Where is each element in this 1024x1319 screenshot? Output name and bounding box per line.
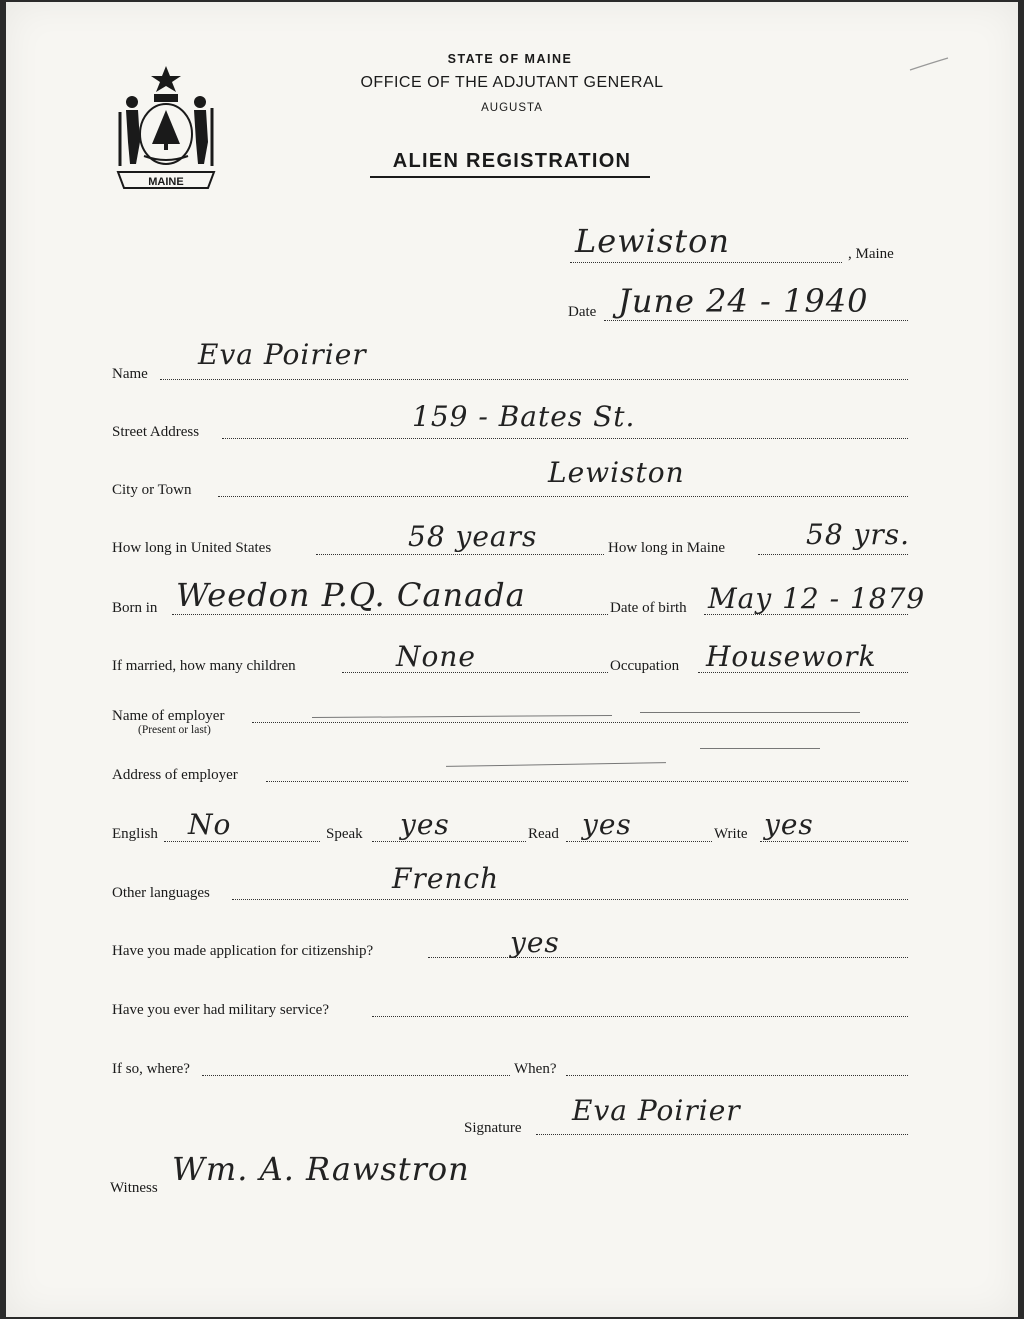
employer-address-label: Address of employer	[112, 767, 238, 783]
name-value: Eva Poirier	[198, 338, 367, 371]
us-duration-value: 58 years	[408, 520, 538, 553]
citizenship-label: Have you made application for citizenship?	[112, 943, 374, 959]
header-state: STATE OF MAINE	[447, 52, 573, 66]
born-in-label: Born in	[112, 600, 158, 616]
where-line	[202, 1075, 510, 1076]
witness-value: Wm. A. Rawstron	[172, 1150, 470, 1188]
street-label: Street Address	[112, 424, 200, 440]
header-city: AUGUSTA	[481, 102, 543, 114]
read-line	[566, 841, 712, 842]
maine-duration-label: How long in Maine	[608, 540, 726, 556]
children-label: If married, how many children	[112, 658, 296, 674]
signature-value: Eva Poirier	[572, 1094, 741, 1127]
street-line	[222, 438, 908, 439]
name-line	[160, 379, 908, 380]
name-label: Name	[112, 366, 148, 382]
place-suffix: , Maine	[848, 246, 894, 262]
date-label: Date	[568, 304, 597, 320]
seal-text: MAINE	[148, 176, 184, 188]
write-line	[760, 841, 908, 842]
employer-sublabel: (Present or last)	[138, 724, 211, 736]
form-title: ALIEN REGISTRATION	[392, 150, 632, 172]
witness-label: Witness	[110, 1180, 158, 1196]
city-label: City or Town	[112, 482, 192, 498]
city-line	[218, 496, 908, 497]
title-underline	[370, 176, 650, 178]
street-value: 159 - Bates St.	[412, 400, 636, 433]
born-in-value: Weedon P.Q. Canada	[176, 576, 526, 614]
date-value: June 24 - 1940	[618, 282, 869, 320]
employer-address-line	[266, 781, 908, 782]
dob-label: Date of birth	[610, 600, 687, 616]
english-value: No	[188, 808, 232, 841]
city-value: Lewiston	[548, 456, 685, 489]
military-label: Have you ever had military service?	[112, 1002, 329, 1018]
english-line	[164, 841, 320, 842]
when-label: When?	[514, 1061, 557, 1077]
read-value: yes	[582, 808, 632, 841]
born-in-line	[172, 614, 608, 615]
write-value: yes	[764, 808, 814, 841]
employer-label: Name of employer	[112, 708, 225, 724]
write-label: Write	[714, 826, 748, 842]
occupation-label: Occupation	[610, 658, 680, 674]
read-label: Read	[528, 826, 559, 842]
maine-duration-line	[758, 554, 908, 555]
employer-dash-2	[640, 712, 860, 713]
place-value: Lewiston	[575, 222, 730, 260]
citizenship-line	[428, 957, 908, 958]
date-line	[604, 320, 908, 321]
employer-address-dash-2	[700, 748, 820, 749]
citizenship-value: yes	[510, 926, 560, 959]
signature-label: Signature	[464, 1120, 522, 1136]
when-line	[566, 1075, 908, 1076]
speak-line	[372, 841, 526, 842]
speak-value: yes	[400, 808, 450, 841]
signature-line	[536, 1134, 908, 1135]
children-value: None	[396, 640, 476, 673]
where-label: If so, where?	[112, 1061, 190, 1077]
other-languages-line	[232, 899, 908, 900]
other-languages-value: French	[392, 862, 500, 895]
maine-duration-value: 58 yrs.	[806, 518, 911, 551]
header-office: OFFICE OF THE ADJUTANT GENERAL	[360, 74, 664, 91]
us-duration-label: How long in United States	[112, 540, 272, 556]
occupation-value: Housework	[706, 640, 877, 673]
place-line	[570, 262, 842, 263]
us-duration-line	[316, 554, 604, 555]
dob-value: May 12 - 1879	[708, 582, 926, 615]
employer-line	[252, 722, 908, 723]
other-languages-label: Other languages	[112, 885, 210, 901]
military-line	[372, 1016, 908, 1017]
speak-label: Speak	[326, 826, 363, 842]
english-label: English	[112, 826, 158, 842]
